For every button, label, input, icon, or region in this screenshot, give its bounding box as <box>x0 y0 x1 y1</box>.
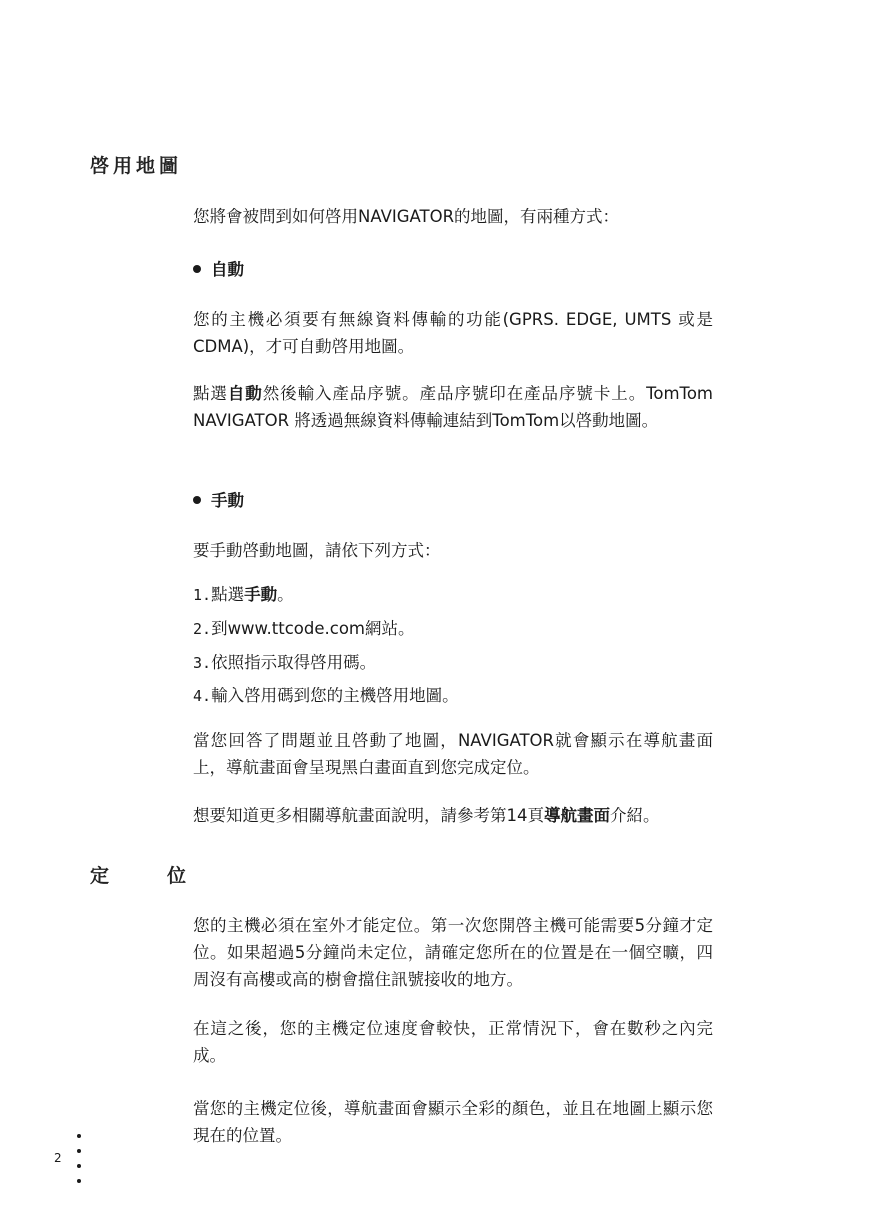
step-1 <box>193 581 294 605</box>
more-info-end: 介紹。 <box>610 806 660 825</box>
step-text: 點選 <box>211 585 245 604</box>
bullet-dot-icon <box>193 265 201 273</box>
step-text-end: 。 <box>277 585 294 604</box>
more-info-bold: 導航畫面 <box>544 806 610 825</box>
step-number: 4. <box>193 687 212 705</box>
step-4 <box>193 682 459 706</box>
auto-paragraph-2 <box>193 380 713 434</box>
step-text: 到www.ttcode.com網站。 <box>211 619 415 638</box>
bullet-dot-icon <box>193 496 201 504</box>
section-title-positioning <box>90 861 186 888</box>
bullet-auto <box>193 256 244 280</box>
auto-paragraph-2-bold: 自動 <box>227 384 263 403</box>
more-info-start: 想要知道更多相關導航畫面說明，請參考第14頁 <box>193 806 544 825</box>
step-number: 2. <box>193 620 212 638</box>
bullet-auto-label: 自動 <box>211 260 244 279</box>
positioning-paragraph-3: 當您的主機定位後，導航畫面會顯示全彩的顏色，並且在地圖上顯示您現在的位置。 <box>193 1099 713 1145</box>
step-2 <box>193 615 415 639</box>
section-title-char-2: 位 <box>167 865 187 887</box>
auto-paragraph-2-start: 點選 <box>193 384 228 403</box>
intro-text: 您將會被問到如何啓用NAVIGATOR的地圖，有兩種方式： <box>193 207 620 226</box>
page-dots-decoration <box>77 1134 81 1194</box>
auto-paragraph-1: 您的主機必須要有無線資料傳輸的功能(GPRS. EDGE, UMTS 或是 CDMA)，才可自動啓用地圖。 <box>193 310 713 356</box>
section-title-activate-map: 啓用地圖 <box>90 155 183 177</box>
positioning-paragraph-1: 您的主機必須在室外才能定位。第一次您開啓主機可能需要5分鐘才定位。如果超過5分鐘尚未定位，請確定您所在的位置是在一個空曠，四周沒有高樓或高的樹會擋住訊號接收的地方。 <box>193 916 713 989</box>
manual-intro: 要手動啓動地圖，請依下列方式： <box>193 541 441 560</box>
more-info-paragraph <box>193 802 713 829</box>
step-3 <box>193 649 376 673</box>
step-bold: 手動 <box>244 585 278 604</box>
step-number: 3. <box>193 654 212 672</box>
auto-paragraph-2-end: 然後輸入產品序號。產品序號印在產品序號卡上。TomTom NAVIGATOR 將透過無線資料傳輸連結到TomTom以啓動地圖。 <box>193 384 714 430</box>
step-text: 依照指示取得啓用碼。 <box>211 653 377 672</box>
bullet-manual <box>193 487 244 511</box>
page-number: 2 <box>54 1151 62 1165</box>
bullet-manual-label: 手動 <box>211 491 244 510</box>
answer-paragraph: 當您回答了問題並且啓動了地圖，NAVIGATOR就會顯示在導航畫面上，導航畫面會呈現黑白畫面直到您完成定位。 <box>193 731 713 777</box>
step-text: 輸入啓用碼到您的主機啓用地圖。 <box>211 686 459 705</box>
section-title-char-1: 定 <box>90 865 110 887</box>
step-number: 1. <box>193 586 212 604</box>
positioning-paragraph-2: 在這之後，您的主機定位速度會較快，正常情況下，會在數秒之內完成。 <box>193 1019 713 1065</box>
